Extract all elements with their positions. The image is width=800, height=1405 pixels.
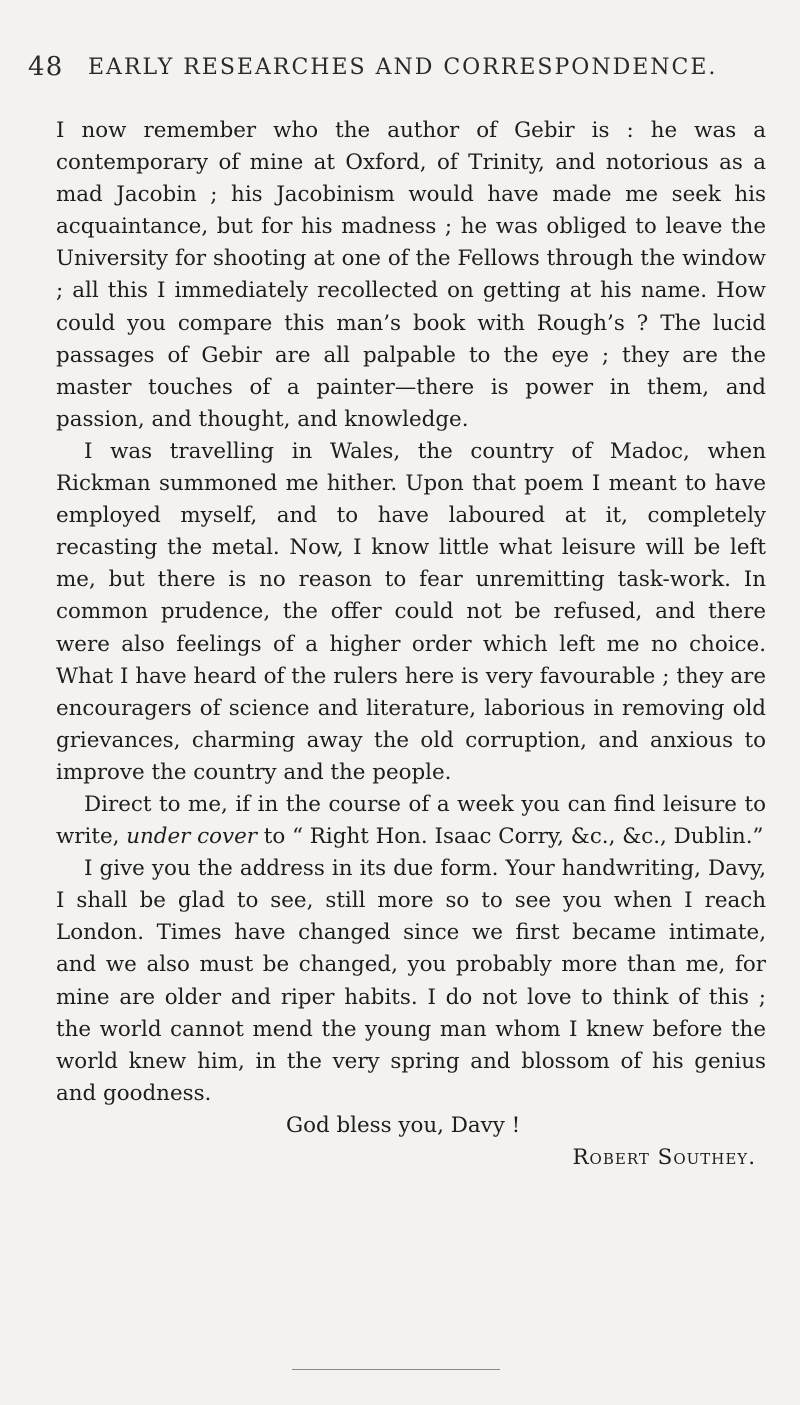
paragraph-wales: I was travelling in Wales, the country of Madoc, when Rickman summoned me hither. Upon that poem I meant to have employed myself, and to have laboured at it, completely recasting the metal. Now, I know little what leisure will be left me, but there is no reason to fear unremitting task-work. In common prudence, the offer could not be refused, and there were also feelings of a higher order which left me no choice. What I have heard of the rulers here is very favourable ; they are encouragers of science and literature, laborious in removing old grievances, charming away the old corruption, and anxious to improve the country and the people. <box>56 438 766 785</box>
letter-body <box>56 115 766 1174</box>
paragraph-gebir: I now remember who the author of Gebir is : he was a contemporary of mine at Oxford, of Trinity, and notorious as a mad Jacobin ; his Jacobinism would have made me seek his acquaintance, but for his madness ; he was obliged to leave the University for shooting at one of the Fellows through the window ; all this I immediately recollected on getting at his name. How could you compare this man’s book with Rough’s ? The lucid passages of Gebir are all palpable to the eye ; they are the master touches of a painter—there is power in them, and passion, and thought, and knowledge. <box>56 118 766 432</box>
direct-text-after: to “ Right Hon. Isaac Corry, &c., &c., Dublin.” <box>257 824 764 850</box>
running-title: EARLY RESEARCHES AND CORRESPONDENCE. <box>88 55 718 80</box>
end-rule <box>292 1369 500 1370</box>
direct-text-emphasis: under cover <box>126 824 257 850</box>
direct-text-before: Direct to me, if in the course of a week you can find leisure to write, <box>56 791 766 850</box>
signature: Robert Southey. <box>572 1145 756 1170</box>
closing-line: God bless you, Davy ! <box>286 1112 521 1138</box>
paragraph-address: I give you the address in its due form. Your handwriting, Davy, I shall be glad to see, still more so to see you when I reach London. Times have changed since we first became intimate, and we also must be changed, you probably more than me, for mine are older and riper habits. I do not love to think of this ; the world cannot mend the young man whom I knew before the world knew him, in the very spring and blossom of his genius and goodness. <box>56 856 766 1106</box>
paragraph-direct <box>56 789 766 853</box>
page-number: 48 <box>28 52 64 82</box>
